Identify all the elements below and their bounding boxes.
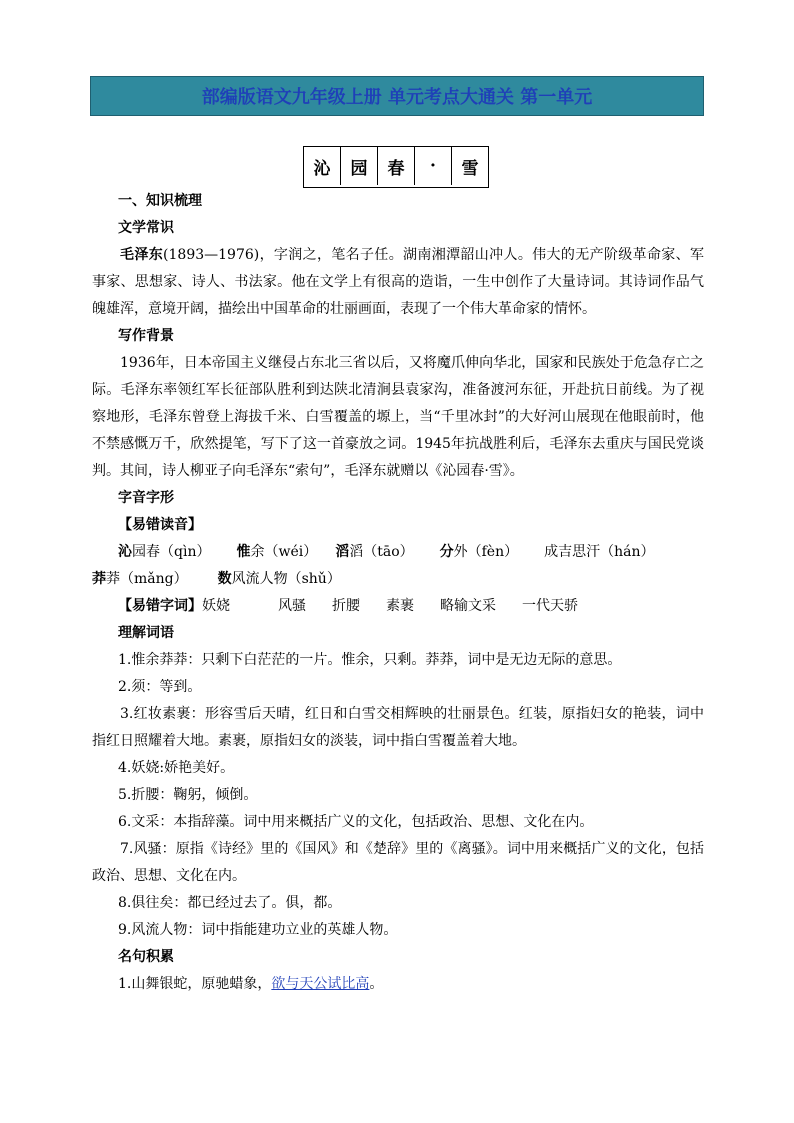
pronunciation-row: [92, 566, 704, 593]
vocab-heading: 理解词语: [118, 625, 174, 641]
pron-item: 成吉思汗（hán）: [544, 544, 655, 560]
section-heading: 一、知识梳理: [118, 193, 202, 209]
vocab-item: 4.妖娆:娇艳美好。: [118, 760, 235, 776]
vocab-item: 8.俱往矣：都已经过去了。俱，都。: [118, 895, 342, 911]
vocab-item: 5.折腰：鞠躬，倾倒。: [118, 787, 258, 803]
tricky-chars-row: [92, 593, 704, 620]
poem-title-char: ·: [415, 147, 452, 185]
literary-paragraph: [92, 242, 704, 323]
poem-title-char: 园: [341, 147, 378, 185]
pron-item: 沁园春（qìn）: [118, 544, 211, 560]
tricky-char: 妖娆: [202, 598, 230, 614]
pron-item: 分外（fèn）: [439, 544, 519, 560]
document-body: [92, 188, 704, 998]
tricky-chars-heading: 【易错字词】: [118, 598, 202, 614]
vocab-item: 1.惟余莽莽：只剩下白茫茫的一片。惟余，只剩。莽莽，词中是无边无际的意思。: [118, 652, 622, 668]
background-heading: 写作背景: [118, 328, 174, 344]
vocab-item: 9.风流人物：词中指能建功立业的英雄人物。: [118, 922, 398, 938]
tricky-char: 一代天骄: [522, 598, 578, 614]
pronunciation-row: [92, 539, 704, 566]
pron-item: 滔滔（tāo）: [335, 544, 414, 560]
poem-title-char: 春: [378, 147, 415, 185]
quote-link[interactable]: 欲与天公试比高: [271, 976, 370, 992]
pronunciation-heading: 字音字形: [118, 490, 174, 506]
document-title: 部编版语文九年级上册 单元考点大通关 第一单元: [201, 87, 593, 108]
poem-title-char: 沁: [304, 147, 341, 185]
vocab-item: 7.风骚：原指《诗经》里的《国风》和《楚辞》里的《离骚》。词中用来概括广义的文化，包括政治、思想、文化在内。: [92, 841, 704, 884]
poem-title-char: 雪: [461, 158, 479, 179]
tricky-char: 略输文采: [440, 598, 496, 614]
literary-heading: 文学常识: [118, 220, 174, 236]
quotes-heading: 名句积累: [118, 949, 174, 965]
literary-text: (1893—1976)，字润之，笔名子任。湖南湘潭韶山冲人。伟大的无产阶级革命家、军事家、思想家、诗人、书法家。他在文学上有很高的造诣，一生中创作了大量诗词。其诗词作品气魄雄浑，意境开阔，描绘出中国革命的壮丽画面，表现了一个伟大革命家的情怀。: [92, 247, 704, 317]
tricky-char: 折腰: [332, 598, 360, 614]
header-banner: [90, 76, 704, 116]
author-name: 毛泽东: [120, 247, 164, 263]
tricky-pronunciation-heading: 【易错读音】: [118, 517, 202, 533]
tricky-char: 风骚: [278, 598, 306, 614]
vocab-item: 6.文采：本指辞藻。词中用来概括广义的文化，包括政治、思想、文化在内。: [118, 814, 594, 830]
pron-item: 数风流人物（shǔ）: [217, 571, 341, 587]
poem-title-grid: [303, 146, 489, 188]
vocab-item: 3.红妆素裹：形容雪后天晴，红日和白雪交相辉映的壮丽景色。红装，原指妇女的艳装，词中指红日照耀着大地。素裹，原指妇女的淡装，词中指白雪覆盖着大地。: [92, 706, 704, 749]
vocab-item: 2.须：等到。: [118, 679, 202, 695]
pron-item: 惟余（wéi）: [236, 544, 318, 560]
quote-line: 1.山舞银蛇，原驰蜡象，欲与天公试比高。: [118, 976, 384, 992]
background-paragraph: 1936年，日本帝国主义继侵占东北三省以后，又将魔爪伸向华北，国家和民族处于危急存亡之际。毛泽东率领红军长征部队胜利到达陕北清涧县袁家沟，准备渡河东征，开赴抗日前线。为了视察地形，毛泽东曾登上海拔千米、白雪覆盖的塬上，当“千里冰封”的大好河山展现在他眼前时，他不禁感慨万千，欣然提笔，写下了这一首豪放之词。1945年抗战胜利后，毛泽东去重庆与国民党谈判。其间，诗人柳亚子向毛泽东“索句”，毛泽东就赠以《沁园春·雪》。: [92, 355, 704, 479]
tricky-char: 素裹: [386, 598, 414, 614]
pron-item: 莽莽（mǎng）: [92, 571, 188, 587]
